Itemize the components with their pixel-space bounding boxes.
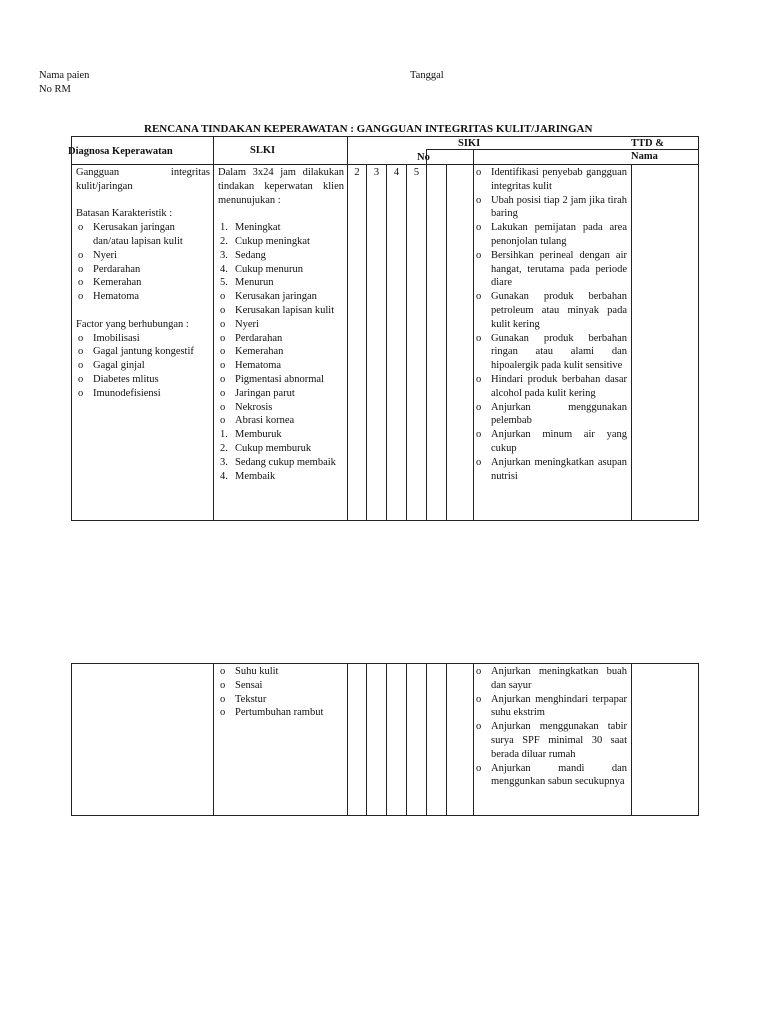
list-item: o Anjurkan meningkatkan buah dan sayur (474, 665, 627, 693)
list-item: o Perdarahan (76, 263, 210, 277)
list-item: o Jaringan parut (218, 387, 344, 401)
list-item: o Imobilisasi (76, 332, 210, 346)
care-plan-table-continued (71, 663, 699, 816)
no-cell (447, 664, 474, 816)
score-cell (387, 664, 407, 816)
no-cell (447, 165, 474, 521)
diagnosa-cell (72, 664, 214, 816)
ttd-cell (632, 165, 699, 521)
list-item: o Anjurkan minum air yang cukup (474, 428, 627, 456)
list-item: o Hindari produk berbahan dasar alcohol pada kulit kering (474, 373, 627, 401)
slki-cell (214, 664, 348, 816)
list-item: o Anjurkan menggunakan tabir surya SPF minimal 30 saat berada diluar rumah (474, 720, 627, 761)
list-item: o Anjurkan menghindari terpapar suhu ekstrim (474, 693, 627, 721)
score-cell-3 (367, 165, 387, 521)
list-item: o Kemerahan (218, 345, 344, 359)
care-plan-table (68, 136, 699, 521)
siki-list-1 (474, 166, 627, 483)
scale-list-1 (218, 221, 344, 290)
batasan-label: Batasan Karakteristik : (76, 208, 173, 220)
faktor-label: Factor yang berhubungan : (76, 318, 189, 330)
score-cell (348, 664, 367, 816)
list-item: o Kerusakan jaringan (218, 290, 344, 304)
list-item: o Pigmentasi abnormal (218, 373, 344, 387)
list-item: o Kerusakan jaringan dan/atau lapisan kulit (76, 221, 210, 249)
no-header (417, 150, 474, 165)
diagnosa-header-label: Diagnosa Keperawatan (68, 146, 173, 157)
slki-header (214, 137, 348, 165)
list-item: o Kerusakan lapisan kulit (218, 304, 344, 318)
blank-cell (427, 165, 447, 521)
score-cell-4 (387, 165, 407, 521)
list-item: o Perdarahan (218, 332, 344, 346)
list-item: o Anjurkan meningkatkan asupan nutrisi (474, 456, 627, 484)
no-header-label: No (417, 152, 430, 163)
list-item: o Hematoma (76, 290, 210, 304)
siki-cell (474, 664, 632, 816)
date-label: Tanggal (410, 70, 444, 81)
list-item: o Gunakan produk berbahan petroleum atau minyak pada kulit kering (474, 290, 627, 331)
score-label: 2 (354, 167, 360, 178)
blank-cell (427, 664, 447, 816)
list-item: o Sensai (218, 679, 344, 693)
batasan-list (76, 221, 210, 304)
siki-header-label: SIKI (458, 138, 481, 149)
score-cell (407, 664, 427, 816)
list-item: 3. Sedang cukup membaik (220, 456, 336, 468)
list-item: o Nyeri (76, 249, 210, 263)
document-title: RENCANA TINDAKAN KEPERAWATAN : GANGGUAN INTEGRITAS KULIT/JARINGAN (144, 123, 593, 135)
list-item: o Ubah posisi tiap 2 jam jika tirah baring (474, 194, 627, 222)
list-item: o Gunakan produk berbahan ringan atau alami dan hipoalergik pada kulit sensitive (474, 332, 627, 373)
faktor-list (76, 332, 210, 401)
list-item: o Identifikasi penyebab gangguan integritas kulit (474, 166, 627, 194)
slki-intro: Dalam 3x24 jam dilakukan tindakan keperwatan klien menunujukan : (218, 167, 344, 206)
list-item: o Abrasi kornea (218, 414, 344, 428)
list-item: o Diabetes mlitus (76, 373, 210, 387)
list-item: 2. Cukup memburuk (220, 442, 312, 454)
outcome-list-1 (218, 290, 344, 428)
score-label: 5 (413, 167, 420, 178)
score-cell (367, 664, 387, 816)
slki-header-label: SLKI (250, 145, 276, 156)
list-item: o Lakukan pemijatan pada area penonjolan tulang (474, 221, 627, 249)
list-item: o Anjurkan menggunakan pelembab (474, 401, 627, 429)
outcome-list-2 (218, 665, 344, 720)
list-item: o Gagal ginjal (76, 359, 210, 373)
list-item: 5. Menurun (220, 277, 274, 289)
slki-cell (214, 165, 348, 521)
list-item: o Pertumbuhan rambut (218, 706, 344, 720)
score-label: 3 (373, 167, 380, 178)
ttd-header-label: TTD & Nama (631, 138, 664, 162)
list-item: o Nyeri (218, 318, 344, 332)
list-item: o Tekstur (218, 693, 344, 707)
siki-list-2 (474, 665, 627, 789)
list-item: 2. Cukup meningkat (220, 235, 310, 247)
list-item: 1. Meningkat (220, 222, 281, 234)
list-item: o Kemerahan (76, 276, 210, 290)
list-item: o Imunodefisiensi (76, 387, 210, 401)
patient-name-label: Nama paien (39, 70, 90, 81)
list-item: o Gagal jantung kongestif (76, 345, 210, 359)
score-cell-2 (348, 165, 367, 521)
siki-cell (474, 165, 632, 521)
medical-record-label: No RM (39, 84, 71, 95)
ttd-cell (632, 664, 699, 816)
diagnosa-text: Gangguan integritas kulit/jaringan (76, 167, 210, 192)
diagnosa-cell (72, 165, 214, 521)
score-header-blank (348, 150, 427, 165)
list-item: o Anjurkan mandi dan menggunkan sabun secukupnya (474, 762, 627, 790)
score-label: 4 (393, 167, 400, 178)
scale-list-2 (218, 428, 344, 483)
list-item: 1. Memburuk (220, 429, 282, 441)
list-item: o Suhu kulit (218, 665, 344, 679)
list-item: 3. Sedang (220, 249, 266, 261)
list-item: 4. Cukup menurun (220, 263, 303, 275)
list-item: o Hematoma (218, 359, 344, 373)
list-item: o Bersihkan perineal dengan air hangat, terutama pada periode diare (474, 249, 627, 290)
diagnosa-header (68, 137, 214, 165)
list-item: o Nekrosis (218, 401, 344, 415)
score-cell-5 (407, 165, 427, 521)
list-item: 4. Membaik (220, 470, 276, 482)
